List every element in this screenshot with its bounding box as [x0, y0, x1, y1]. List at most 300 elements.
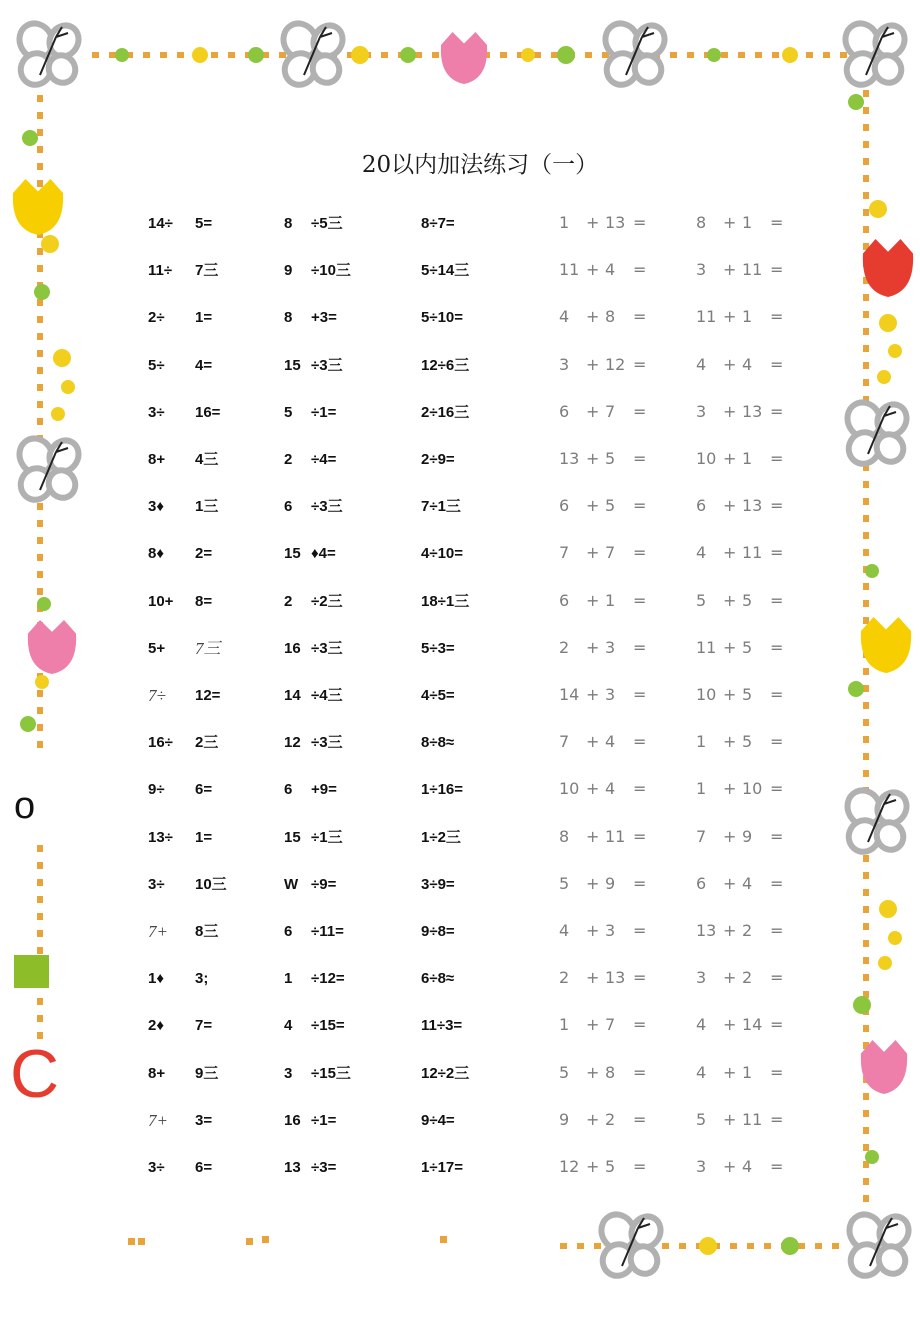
- problem-addend-b: 9: [605, 873, 616, 893]
- problem-addend-b: 5: [742, 685, 753, 704]
- problem-addend-a: 10: [696, 685, 717, 704]
- tulip-flower-icon: [441, 32, 487, 84]
- problem-addend-a: 2: [559, 968, 570, 988]
- border-dash: [863, 1127, 869, 1134]
- problem-plus-sign: +: [723, 1015, 737, 1035]
- problem-operand-b: 16=: [195, 403, 221, 421]
- problem-addend-a: 10: [559, 779, 580, 799]
- problem-plus-sign: +: [723, 213, 737, 232]
- problem-equals-sign: =: [770, 1015, 784, 1035]
- problem-plus-sign: +: [586, 873, 600, 893]
- border-dash: [863, 1025, 869, 1032]
- green-square-icon: [14, 955, 49, 988]
- problem-addend-b: 5: [742, 637, 753, 657]
- problem-addend-a: 6: [559, 401, 570, 421]
- problem-addend-b: 10: [742, 779, 763, 799]
- border-dash: [37, 588, 43, 595]
- green-dot: [20, 716, 36, 732]
- problem-addend-a: 5: [559, 873, 570, 893]
- border-dash: [863, 311, 869, 318]
- border-dash: [670, 52, 677, 58]
- border-dash: [863, 668, 869, 675]
- yellow-dot: [888, 931, 902, 945]
- border-dash: [863, 736, 869, 743]
- border-dash: [415, 52, 422, 58]
- border-dash: [500, 52, 507, 58]
- problem-equals-sign: =: [633, 307, 647, 327]
- problem-expression: 12÷2三: [421, 1064, 470, 1082]
- border-dash: [594, 1243, 601, 1249]
- problem-operand-a: 7÷: [148, 686, 166, 705]
- problem-expression: 2÷16三: [421, 403, 470, 421]
- problem-operand-a: 12: [284, 734, 301, 752]
- problem-operand-b: 4三: [195, 451, 219, 468]
- yellow-dot: [869, 200, 887, 218]
- problem-addend-a: 1: [559, 213, 570, 232]
- border-dash: [109, 52, 116, 58]
- problem-addend-a: 1: [696, 732, 707, 752]
- problem-operand-a: 1: [284, 970, 293, 988]
- problem-operand-a: 3♦: [148, 498, 164, 516]
- problem-addend-b: 13: [742, 401, 763, 421]
- border-dash: [37, 537, 43, 544]
- problem-plus-sign: +: [723, 826, 737, 846]
- problem-expression: 9÷4=: [421, 1111, 455, 1129]
- green-dot: [557, 46, 575, 64]
- border-dash: [143, 52, 150, 58]
- problem-addend-b: 7: [605, 1015, 616, 1035]
- problem-equals-sign: =: [633, 637, 647, 657]
- border-dash: [37, 930, 43, 937]
- problem-plus-sign: +: [586, 354, 600, 374]
- problem-operand-b: 3=: [195, 1111, 213, 1129]
- problem-operand-b: 8三: [195, 923, 219, 940]
- problem-operand-b: ÷1=: [311, 403, 337, 421]
- problem-operand-b: ÷9=: [311, 875, 337, 893]
- problem-addend-b: 4: [742, 354, 753, 374]
- problem-addend-a: 12: [559, 1157, 580, 1176]
- tulip-flower-icon: [861, 617, 911, 673]
- yellow-dot: [521, 48, 535, 62]
- problem-equals-sign: =: [770, 1062, 784, 1082]
- problem-equals-sign: =: [633, 1015, 647, 1035]
- problem-addend-b: 7: [605, 543, 616, 563]
- butterfly-icon: [841, 784, 912, 857]
- problem-equals-sign: =: [770, 921, 784, 940]
- problem-addend-b: 4: [605, 732, 616, 752]
- problem-operand-b: +3=: [311, 309, 337, 327]
- border-dash: [863, 583, 869, 590]
- problem-operand-a: 16: [284, 639, 301, 657]
- border-dash: [823, 52, 830, 58]
- problem-addend-a: 7: [559, 543, 570, 563]
- butterfly-icon: [277, 17, 348, 90]
- problem-equals-sign: =: [770, 307, 784, 327]
- problem-expression: 11÷3=: [421, 1017, 463, 1035]
- butterfly-icon: [839, 17, 910, 90]
- border-dash: [863, 940, 869, 947]
- problem-operand-a: 3÷: [148, 403, 165, 421]
- border-dash: [138, 1238, 145, 1245]
- problem-operand-b: 9三: [195, 1064, 219, 1082]
- green-dot: [37, 597, 51, 611]
- problem-expression: 3÷9=: [421, 875, 455, 893]
- border-dash: [560, 1243, 567, 1249]
- problem-operand-b: +9=: [311, 781, 337, 799]
- yellow-dot: [888, 344, 902, 358]
- yellow-dot: [61, 380, 75, 394]
- problem-plus-sign: +: [586, 732, 600, 752]
- problem-operand-a: 15: [284, 828, 301, 846]
- border-dash: [863, 481, 869, 488]
- problem-addend-a: 1: [696, 779, 707, 799]
- problem-plus-sign: +: [586, 449, 600, 468]
- border-dash: [863, 753, 869, 760]
- border-dash: [37, 554, 43, 561]
- border-dash: [37, 384, 43, 391]
- problem-addend-a: 6: [696, 873, 707, 893]
- left-margin-letter-o: o: [14, 785, 36, 827]
- problem-operand-a: 15: [284, 356, 301, 374]
- yellow-dot: [192, 47, 208, 63]
- problem-equals-sign: =: [633, 826, 647, 846]
- butterfly-icon: [843, 1208, 914, 1281]
- problem-addend-a: 4: [696, 354, 707, 374]
- border-dash: [863, 906, 869, 913]
- problem-operand-a: 8+: [148, 1064, 166, 1082]
- problem-equals-sign: =: [770, 401, 784, 421]
- problem-equals-sign: =: [633, 213, 647, 232]
- problem-equals-sign: =: [633, 1157, 647, 1176]
- problem-expression: 7÷1三: [421, 498, 461, 516]
- problem-operand-a: 14: [284, 687, 301, 704]
- border-dash: [37, 503, 43, 510]
- problem-plus-sign: +: [723, 590, 737, 610]
- border-dash: [806, 52, 813, 58]
- problem-addend-a: 13: [696, 921, 717, 940]
- problem-operand-b: ÷1=: [311, 1111, 337, 1129]
- problem-expression: 5÷14三: [421, 262, 470, 280]
- border-dash: [863, 498, 869, 505]
- problem-addend-b: 13: [605, 213, 626, 232]
- border-dash: [840, 52, 847, 58]
- border-dash: [863, 957, 869, 964]
- problem-equals-sign: =: [633, 401, 647, 421]
- problem-expression: 8÷7=: [421, 215, 455, 232]
- problem-expression: 8÷8≈: [421, 734, 455, 752]
- problem-addend-a: 4: [696, 1015, 707, 1035]
- border-dash: [863, 107, 869, 114]
- tulip-flower-icon: [861, 1040, 907, 1094]
- problem-addend-b: 5: [605, 449, 616, 468]
- problem-operand-a: 9: [284, 262, 293, 280]
- problem-operand-b: 6=: [195, 1159, 213, 1176]
- problem-equals-sign: =: [633, 590, 647, 610]
- problem-expression: 4÷10=: [421, 545, 464, 563]
- problem-addend-a: 3: [696, 260, 707, 280]
- border-dash: [738, 52, 745, 58]
- border-dash: [228, 52, 235, 58]
- problem-addend-b: 1: [605, 590, 616, 610]
- border-dash: [764, 1243, 771, 1249]
- problem-operand-b: 8=: [195, 592, 213, 610]
- problem-addend-b: 13: [605, 968, 626, 988]
- problem-operand-b: 1三: [195, 498, 219, 516]
- problem-operand-b: 3;: [195, 970, 209, 988]
- border-dash: [37, 998, 43, 1005]
- border-dash: [863, 889, 869, 896]
- green-dot: [848, 681, 864, 697]
- problem-addend-a: 8: [696, 213, 707, 232]
- border-dash: [211, 52, 218, 58]
- problem-operand-a: 14÷: [148, 215, 173, 232]
- problem-plus-sign: +: [723, 401, 737, 421]
- problem-plus-sign: +: [723, 685, 737, 704]
- problem-operand-b: ÷11=: [311, 923, 344, 940]
- problem-addend-b: 1: [742, 307, 753, 327]
- yellow-dot: [879, 314, 897, 332]
- problem-addend-b: 3: [605, 637, 616, 657]
- problem-addend-b: 9: [742, 826, 753, 846]
- border-dash: [37, 401, 43, 408]
- problem-equals-sign: =: [633, 1109, 647, 1129]
- border-dash: [37, 724, 43, 731]
- border-dash: [863, 923, 869, 930]
- problem-addend-a: 5: [696, 590, 707, 610]
- border-dash: [37, 418, 43, 425]
- problem-addend-b: 7: [605, 401, 616, 421]
- border-dash: [37, 299, 43, 306]
- problem-addend-b: 14: [742, 1015, 763, 1035]
- border-dash: [37, 129, 43, 136]
- problem-equals-sign: =: [770, 1109, 784, 1129]
- border-dash: [863, 124, 869, 131]
- border-dash: [37, 367, 43, 374]
- problem-plus-sign: +: [586, 1062, 600, 1082]
- problem-equals-sign: =: [633, 779, 647, 799]
- problem-addend-b: 11: [742, 1109, 763, 1129]
- problem-expression: 2÷9=: [421, 451, 455, 468]
- problem-plus-sign: +: [586, 921, 600, 940]
- problem-plus-sign: +: [586, 543, 600, 563]
- border-dash: [37, 333, 43, 340]
- problem-addend-b: 2: [742, 968, 753, 988]
- border-dash: [37, 248, 43, 255]
- border-dash: [37, 180, 43, 187]
- border-dash: [863, 600, 869, 607]
- problem-plus-sign: +: [723, 449, 737, 468]
- green-dot: [781, 1237, 799, 1255]
- problem-operand-a: 3÷: [148, 875, 165, 893]
- problem-plus-sign: +: [586, 826, 600, 846]
- problem-operand-b: 7三: [195, 638, 221, 658]
- problem-operand-b: 4=: [195, 356, 213, 374]
- problem-equals-sign: =: [770, 449, 784, 468]
- border-dash: [37, 265, 43, 272]
- border-dash: [37, 316, 43, 323]
- border-dash: [37, 690, 43, 697]
- problem-plus-sign: +: [723, 496, 737, 516]
- yellow-dot: [41, 235, 59, 253]
- problem-equals-sign: =: [633, 449, 647, 468]
- problem-equals-sign: =: [633, 968, 647, 988]
- problem-expression: 1÷2三: [421, 828, 461, 846]
- problem-operand-a: W: [284, 875, 299, 893]
- problem-equals-sign: =: [770, 637, 784, 657]
- problem-addend-a: 14: [559, 685, 580, 704]
- problem-operand-a: 8: [284, 309, 293, 327]
- problem-addend-a: 3: [696, 1157, 707, 1176]
- problem-addend-b: 1: [742, 449, 753, 468]
- yellow-dot: [877, 370, 891, 384]
- problem-addend-b: 4: [742, 1157, 753, 1176]
- problem-plus-sign: +: [586, 401, 600, 421]
- problem-equals-sign: =: [633, 873, 647, 893]
- border-dash: [37, 879, 43, 886]
- problem-plus-sign: +: [723, 921, 737, 940]
- problem-expression: 6÷8≈: [421, 970, 455, 988]
- problem-plus-sign: +: [586, 307, 600, 327]
- problem-plus-sign: +: [586, 1109, 600, 1129]
- border-dash: [815, 1243, 822, 1249]
- problem-operand-a: 2: [284, 592, 293, 610]
- border-dash: [863, 855, 869, 862]
- problem-plus-sign: +: [586, 637, 600, 657]
- problem-addend-b: 2: [742, 921, 753, 940]
- problem-plus-sign: +: [723, 1062, 737, 1082]
- border-dash: [863, 209, 869, 216]
- border-dash: [37, 707, 43, 714]
- green-dot: [400, 47, 416, 63]
- problem-addend-a: 1: [559, 1015, 570, 1035]
- border-dash: [721, 52, 728, 58]
- yellow-dot: [51, 407, 65, 421]
- border-dash: [863, 294, 869, 301]
- problem-equals-sign: =: [633, 1062, 647, 1082]
- problem-expression: 1÷16=: [421, 781, 464, 799]
- border-dash: [381, 52, 388, 58]
- problem-addend-b: 11: [742, 260, 763, 280]
- border-dash: [37, 913, 43, 920]
- problem-plus-sign: +: [723, 307, 737, 327]
- border-dash: [37, 112, 43, 119]
- problem-expression: 12÷6三: [421, 356, 470, 374]
- problem-addend-a: 7: [696, 826, 707, 846]
- yellow-dot: [35, 675, 49, 689]
- problem-plus-sign: +: [586, 1015, 600, 1035]
- problem-operand-b: ÷15三: [311, 1064, 351, 1082]
- border-dash: [863, 702, 869, 709]
- border-dash: [577, 1243, 584, 1249]
- butterfly-icon: [13, 17, 84, 90]
- problem-addend-b: 4: [742, 873, 753, 893]
- border-dash: [687, 52, 694, 58]
- problem-operand-b: 5=: [195, 215, 213, 232]
- problem-equals-sign: =: [770, 779, 784, 799]
- green-dot: [853, 996, 871, 1014]
- problem-operand-b: ÷3三: [311, 639, 343, 657]
- border-dash: [662, 1243, 669, 1249]
- problem-operand-a: 11÷: [148, 262, 173, 280]
- problem-operand-a: 13: [284, 1159, 301, 1176]
- border-dash: [679, 1243, 686, 1249]
- border-dash: [37, 896, 43, 903]
- border-dash: [863, 1110, 869, 1117]
- green-dot: [34, 284, 50, 300]
- problem-operand-b: ÷1三: [311, 828, 343, 846]
- problem-addend-a: 11: [559, 260, 580, 280]
- problem-operand-a: 8: [284, 215, 293, 232]
- problem-plus-sign: +: [723, 873, 737, 893]
- problem-equals-sign: =: [770, 354, 784, 374]
- left-margin-letter-c: C: [10, 1036, 60, 1112]
- page-title: 20以内加法练习（一）: [361, 152, 599, 178]
- problem-operand-b: ♦4=: [311, 545, 336, 563]
- border-dash: [37, 571, 43, 578]
- problem-addend-a: 2: [559, 637, 570, 657]
- problem-operand-b: ÷15=: [311, 1017, 345, 1035]
- border-dash: [863, 345, 869, 352]
- problem-equals-sign: =: [633, 732, 647, 752]
- problem-plus-sign: +: [586, 968, 600, 988]
- problem-operand-b: ÷3三: [311, 734, 343, 752]
- problem-plus-sign: +: [723, 1109, 737, 1129]
- problem-operand-b: 12=: [195, 687, 221, 704]
- border-dash: [37, 520, 43, 527]
- problem-operand-a: 3: [284, 1064, 293, 1082]
- problem-operand-b: ÷12=: [311, 970, 345, 988]
- problem-operand-b: ÷2三: [311, 592, 343, 610]
- border-dash: [863, 770, 869, 777]
- border-dash: [440, 1236, 447, 1243]
- border-dash: [747, 1243, 754, 1249]
- problem-operand-a: 1♦: [148, 970, 164, 988]
- problem-operand-b: ÷3三: [311, 356, 343, 374]
- problem-addend-a: 4: [696, 1062, 707, 1082]
- problem-equals-sign: =: [633, 921, 647, 940]
- problem-addend-b: 8: [605, 1062, 616, 1082]
- problem-plus-sign: +: [723, 968, 737, 988]
- problem-plus-sign: +: [723, 354, 737, 374]
- border-dash: [246, 1238, 253, 1245]
- problem-addend-a: 3: [696, 968, 707, 988]
- border-dash: [730, 1243, 737, 1249]
- problem-addend-b: 5: [742, 732, 753, 752]
- problem-equals-sign: =: [770, 543, 784, 563]
- problem-operand-b: 6=: [195, 781, 213, 799]
- problem-operand-b: 2=: [195, 545, 213, 563]
- border-dash: [432, 52, 439, 58]
- problem-addend-a: 6: [559, 496, 570, 516]
- problem-equals-sign: =: [770, 260, 784, 280]
- problem-plus-sign: +: [723, 543, 737, 563]
- border-dash: [863, 719, 869, 726]
- problem-operand-a: 6: [284, 498, 293, 516]
- problem-operand-b: ÷4=: [311, 451, 337, 468]
- problem-operand-a: 16: [284, 1111, 301, 1129]
- problem-equals-sign: =: [633, 496, 647, 516]
- problem-operand-a: 13÷: [148, 828, 173, 846]
- problem-equals-sign: =: [770, 1157, 784, 1176]
- border-dash: [585, 52, 592, 58]
- border-dash: [863, 1178, 869, 1185]
- border-dash: [37, 947, 43, 954]
- problem-addend-b: 4: [605, 260, 616, 280]
- problem-equals-sign: =: [770, 590, 784, 610]
- border-dash: [37, 845, 43, 852]
- border-dash: [798, 1243, 805, 1249]
- problem-plus-sign: +: [723, 732, 737, 752]
